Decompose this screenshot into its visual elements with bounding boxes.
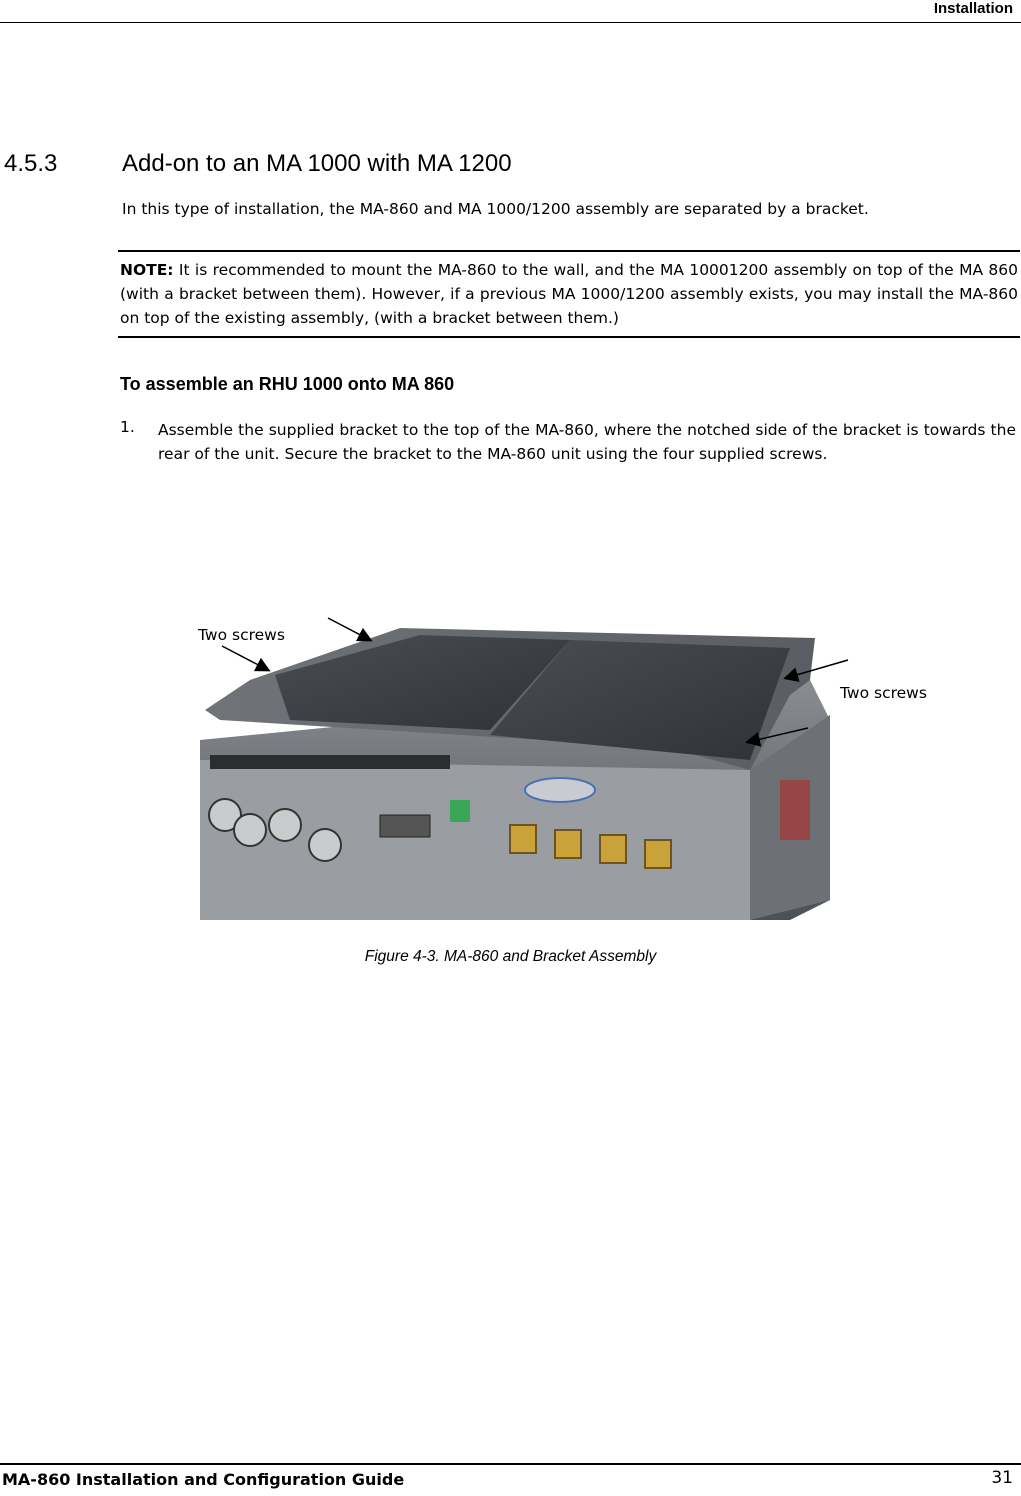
section-intro: In this type of installation, the MA-860 and MA 1000/1200 assembly are separated by a bracket. bbox=[122, 200, 869, 218]
section-number: 4.5.3 bbox=[4, 150, 58, 177]
note-label: NOTE: bbox=[120, 261, 174, 279]
step-text: Assemble the supplied bracket to the top of the MA-860, where the notched side of the bracket is towards the rear of the unit. Secure the bracket to the MA-860 unit using the four supplied screws. bbox=[158, 421, 1016, 463]
page-number: 31 bbox=[991, 1468, 1013, 1488]
step-number: 1. bbox=[120, 418, 135, 436]
footer-guide-title: MA-860 Installation and Configuration Guide bbox=[2, 1470, 405, 1489]
arrow-right-2 bbox=[748, 728, 808, 742]
header-rule bbox=[0, 22, 1021, 23]
note-box bbox=[118, 250, 1020, 338]
figure-caption: Figure 4-3. MA-860 and Bracket Assembly bbox=[364, 948, 657, 965]
running-header-title: Installation bbox=[933, 0, 1013, 17]
callout-left: Two screws bbox=[198, 626, 285, 644]
arrow-right-1 bbox=[786, 660, 848, 678]
section-title: Add-on to an MA 1000 with MA 1200 bbox=[122, 150, 512, 177]
callout-arrows bbox=[0, 600, 1021, 760]
arrow-left-1 bbox=[328, 618, 370, 640]
arrow-left-2 bbox=[222, 646, 268, 670]
note-text: It is recommended to mount the MA-860 to the wall, and the MA 10001200 assembly on top of the MA 860 (with a bracket between them). However, if a previous MA 1000/1200 assembly exists, you may install the MA-860 on top of the existing assembly, (with a bracket between them.) bbox=[120, 261, 1018, 327]
footer-rule bbox=[0, 1463, 1021, 1465]
procedure-heading: To assemble an RHU 1000 onto MA 860 bbox=[120, 374, 455, 394]
callout-right: Two screws bbox=[840, 684, 927, 702]
